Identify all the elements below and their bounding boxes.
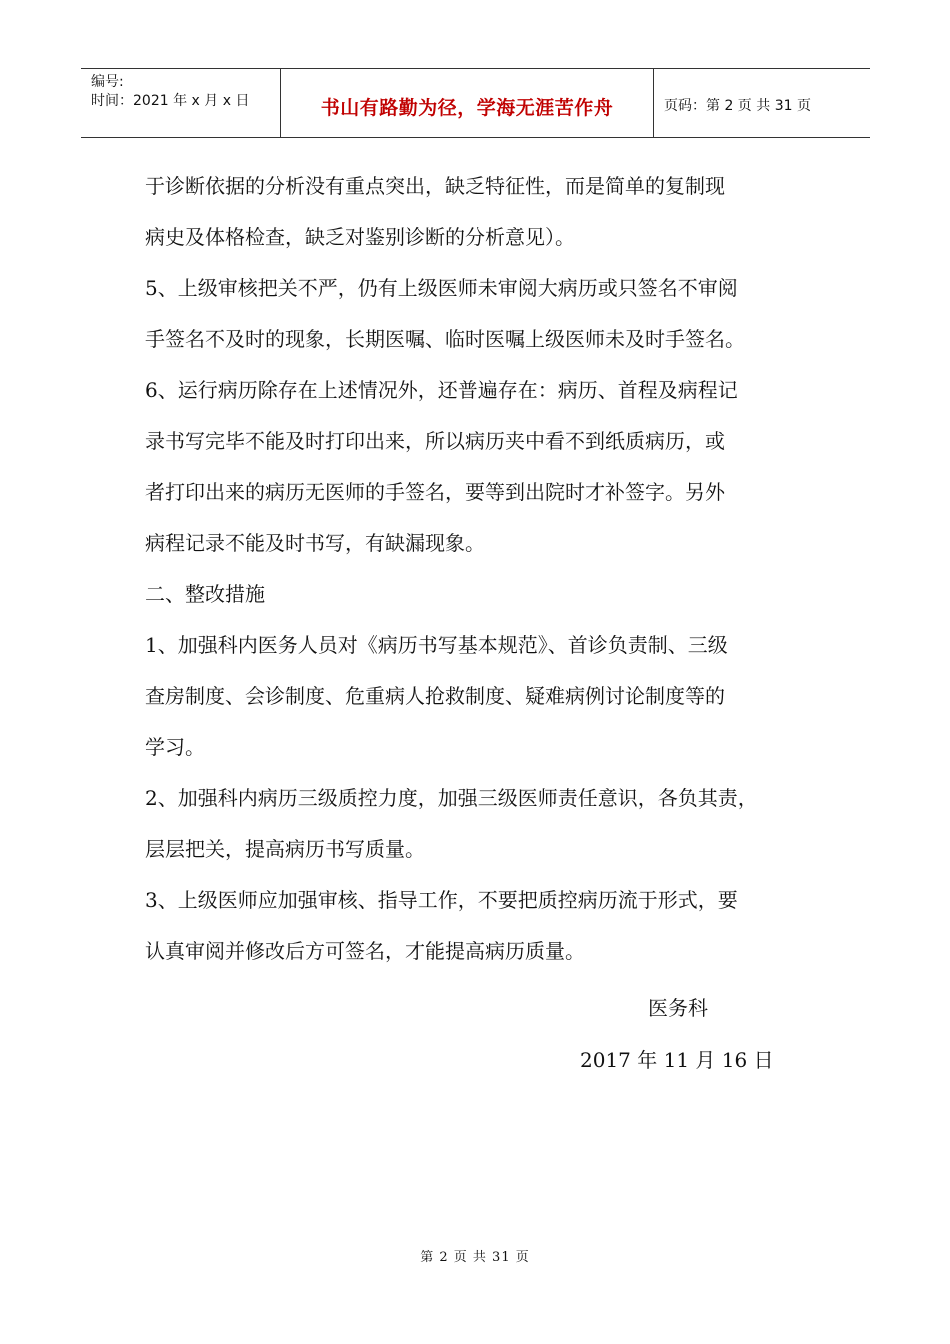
document-body	[145, 164, 815, 980]
header-page-cell	[654, 69, 870, 137]
signature-date: 2017 年 11 月 16 日	[580, 1048, 774, 1072]
body-line: 认真审阅并修改后方可签名，才能提高病历质量。	[145, 939, 585, 963]
signature-department: 医务科	[648, 996, 708, 1020]
body-line: 1、加强科内医务人员对《病历书写基本规范》、首诊负责制、三级	[145, 633, 728, 657]
body-line: 3、上级医师应加强审核、指导工作，不要把质控病历流于形式，要	[145, 888, 738, 912]
body-line: 病史及体格检查，缺乏对鉴别诊断的分析意见）。	[145, 225, 575, 249]
page-footer: 第 2 页 共 31 页	[420, 1250, 530, 1265]
body-line: 手签名不及时的现象，长期医嘱、临时医嘱上级医师未及时手签名。	[145, 327, 745, 351]
body-line: 2、加强科内病历三级质控力度，加强三级医师责任意识，各负其责，	[145, 786, 758, 810]
header-page-info: 页码：第 2 页 共 31 页	[664, 98, 811, 114]
page-header	[81, 68, 870, 138]
body-line: 5、上级审核把关不严，仍有上级医师未审阅大病历或只签名不审阅	[145, 276, 738, 300]
body-line: 录书写完毕不能及时打印出来，所以病历夹中看不到纸质病历，或	[145, 429, 725, 453]
body-line: 者打印出来的病历无医师的手签名，要等到出院时才补签字。另外	[145, 480, 725, 504]
body-line: 病程记录不能及时书写，有缺漏现象。	[145, 531, 485, 555]
body-line: 层层把关，提高病历书写质量。	[145, 837, 425, 861]
body-line: 学习。	[145, 735, 205, 759]
header-motto-cell	[281, 69, 654, 137]
body-line: 查房制度、会诊制度、危重病人抢救制度、疑难病例讨论制度等的	[145, 684, 725, 708]
document-number-label: 编号:	[91, 74, 124, 90]
body-line: 于诊断依据的分析没有重点突出，缺乏特征性，而是简单的复制现	[145, 174, 725, 198]
section-heading: 二、整改措施	[145, 582, 265, 606]
body-line: 6、运行病历除存在上述情况外，还普遍存在：病历、首程及病程记	[145, 378, 738, 402]
document-time-label: 时间：2021 年 x 月 x 日	[91, 93, 250, 109]
header-meta-cell	[81, 69, 281, 137]
header-motto: 书山有路勤为径，学海无涯苦作舟	[320, 96, 614, 119]
